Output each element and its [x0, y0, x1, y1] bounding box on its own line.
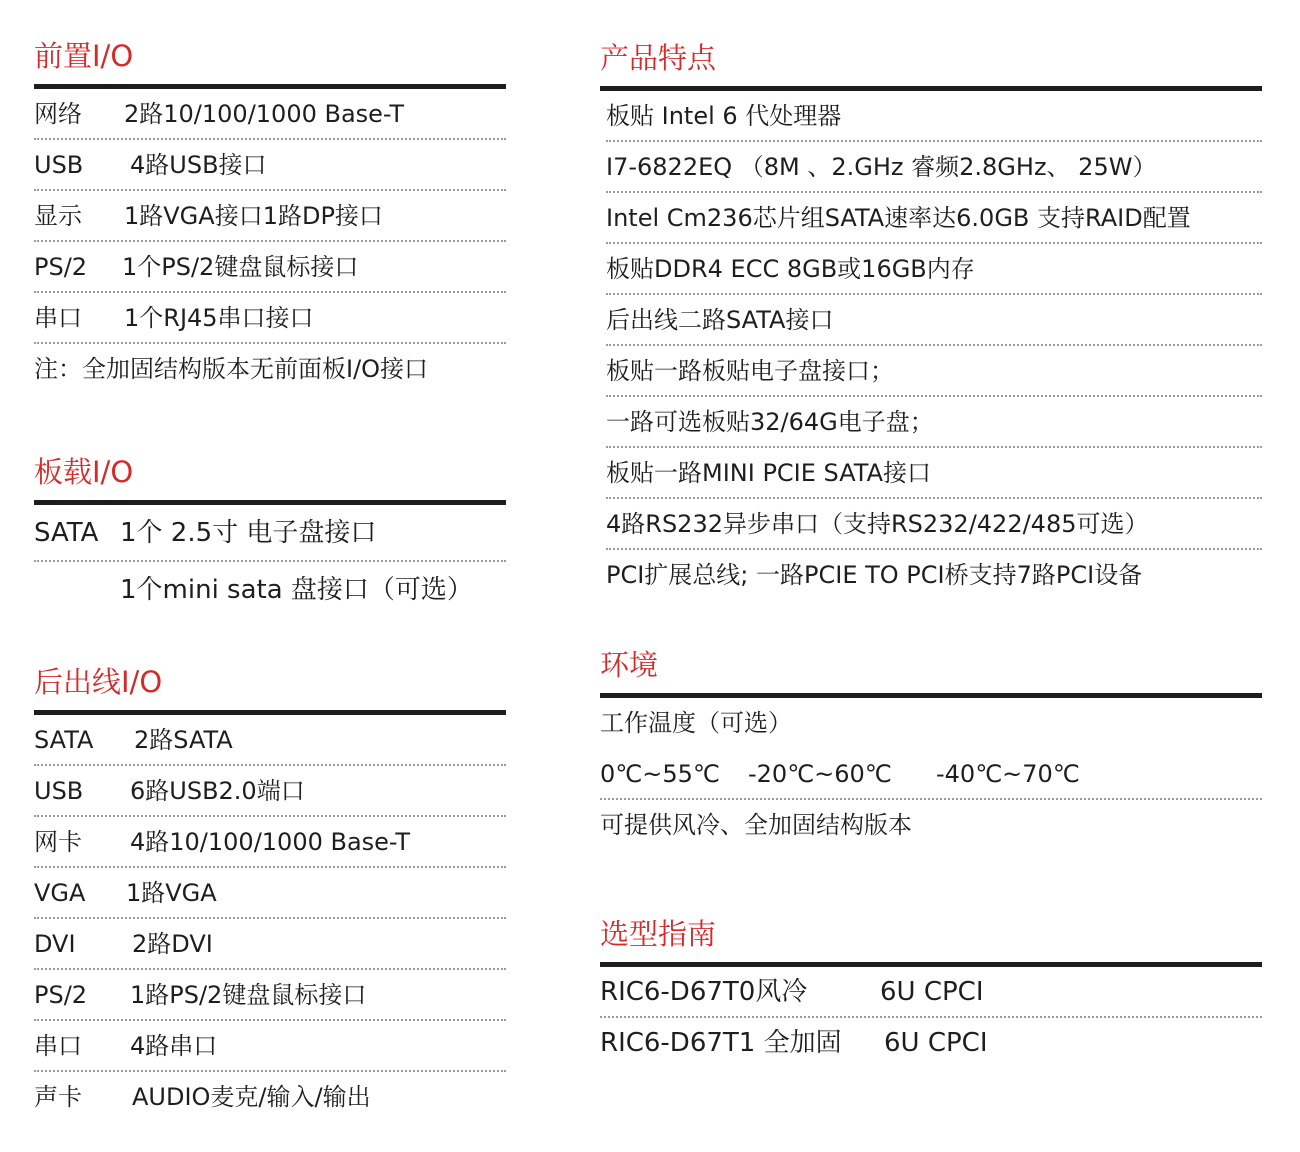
spec-key: 串口: [34, 304, 82, 332]
section-title: 产品特点: [600, 41, 717, 75]
feature-item: [606, 91, 1262, 142]
spec-key: SATA: [34, 518, 99, 548]
feature-text: 板贴DDR4 ECC 8GB或16GB内存: [606, 255, 975, 283]
feature-text: 一路可选板贴32/64G电子盘；: [606, 408, 934, 436]
spec-key: 串口: [34, 1032, 82, 1060]
feature-item: [606, 244, 1262, 295]
spec-value: 6路USB2.0端口: [130, 777, 305, 805]
spec-value: 1个 2.5寸 电子盘接口: [120, 518, 377, 548]
section-title: 前置I/O: [34, 39, 134, 73]
spec-value: 2路DVI: [132, 930, 213, 958]
spec-key: SATA: [34, 726, 94, 754]
temp-range: -20℃~60℃: [748, 760, 892, 788]
feature-text: 后出线二路SATA接口: [606, 306, 834, 334]
feature-text: 4路RS232异步串口（支持RS232/422/485可选）: [606, 510, 1149, 538]
spec-value: AUDIO麦克/输入/输出: [132, 1083, 371, 1111]
spec-value: 2路SATA: [134, 726, 233, 754]
model-form-factor: 6U CPCI: [880, 977, 984, 1007]
model-form-factor: 6U CPCI: [884, 1028, 988, 1058]
model-name: RIC6-D67T0风冷: [600, 977, 808, 1007]
feature-text: PCI扩展总线; 一路PCIE TO PCI桥支持7路PCI设备: [606, 561, 1143, 589]
spec-row: [34, 919, 506, 970]
feature-item: [606, 499, 1262, 550]
note-row: [34, 344, 506, 395]
spec-key: DVI: [34, 930, 76, 958]
temp-range: 0℃~55℃: [600, 760, 720, 788]
feature-item: [606, 448, 1262, 499]
model-row: [600, 1018, 1262, 1069]
spec-row: [34, 562, 506, 619]
spec-key: 网卡: [34, 828, 82, 856]
section-title: 后出线I/O: [34, 665, 163, 699]
spec-value: 1路VGA接口1路DP接口: [124, 202, 383, 230]
cooling-row: [600, 800, 1262, 851]
feature-item: [606, 193, 1262, 244]
features-list: [606, 91, 1262, 601]
spec-value: 4路串口: [130, 1032, 218, 1060]
feature-text: 板贴 Intel 6 代处理器: [606, 102, 842, 130]
rear-io-list: [34, 715, 506, 1123]
spec-key: 声卡: [34, 1083, 82, 1111]
cooling-text: 可提供风冷、全加固结构版本: [600, 811, 912, 839]
feature-item: [606, 397, 1262, 448]
spec-key: PS/2: [34, 981, 88, 1009]
temp-label-row: [600, 698, 1262, 749]
spec-key: PS/2: [34, 253, 88, 281]
section-title: 板载I/O: [34, 455, 134, 489]
spec-value: 1路PS/2键盘鼠标接口: [130, 981, 367, 1009]
spec-key: USB: [34, 777, 84, 805]
spec-key: 网络: [34, 100, 82, 128]
spec-value: 1个mini sata 盘接口（可选）: [120, 575, 473, 605]
spec-row: [34, 293, 506, 344]
feature-text: I7-6822EQ （8M 、2.GHz 睿频2.8GHz、 25W）: [606, 153, 1157, 181]
onboard-io-list: [34, 505, 506, 619]
spec-row: [34, 970, 506, 1021]
spec-row: [34, 1021, 506, 1072]
feature-item: [606, 142, 1262, 193]
feature-text: 板贴一路板贴电子盘接口；: [606, 357, 894, 385]
front-io-list: [34, 89, 506, 395]
feature-text: Intel Cm236芯片组SATA速率达6.0GB 支持RAID配置: [606, 204, 1191, 232]
feature-text: 板贴一路MINI PCIE SATA接口: [606, 459, 931, 487]
spec-value: 2路10/100/1000 Base-T: [124, 100, 405, 128]
temp-values-row: [600, 749, 1262, 800]
spec-value: 4路10/100/1000 Base-T: [130, 828, 411, 856]
feature-item: [606, 550, 1262, 601]
spec-row: [34, 766, 506, 817]
spec-key: USB: [34, 151, 84, 179]
selection-list: [600, 967, 1262, 1069]
spec-row: [34, 817, 506, 868]
spec-key: 显示: [34, 202, 82, 230]
spec-key: VGA: [34, 879, 86, 907]
temp-range: -40℃~70℃: [936, 760, 1080, 788]
section-title: 环境: [600, 648, 659, 682]
spec-value: 1个RJ45串口接口: [124, 304, 314, 332]
spec-row: [34, 1072, 506, 1123]
spec-row: [34, 715, 506, 766]
spec-row: [34, 89, 506, 140]
feature-item: [606, 346, 1262, 397]
spec-row: [34, 140, 506, 191]
feature-item: [606, 295, 1262, 346]
spec-value: 1路VGA: [126, 879, 217, 907]
section-title: 选型指南: [600, 917, 717, 951]
temp-label: 工作温度（可选）: [600, 709, 792, 737]
spec-value: 4路USB接口: [130, 151, 267, 179]
spec-row: [34, 242, 506, 293]
model-name: RIC6-D67T1 全加固: [600, 1028, 842, 1058]
note-text: 注：全加固结构版本无前面板I/O接口: [34, 355, 429, 383]
environment-list: [600, 698, 1262, 851]
spec-value: 1个PS/2键盘鼠标接口: [122, 253, 359, 281]
spec-row: [34, 868, 506, 919]
model-row: [600, 967, 1262, 1018]
spec-row: [34, 505, 506, 562]
spec-row: [34, 191, 506, 242]
